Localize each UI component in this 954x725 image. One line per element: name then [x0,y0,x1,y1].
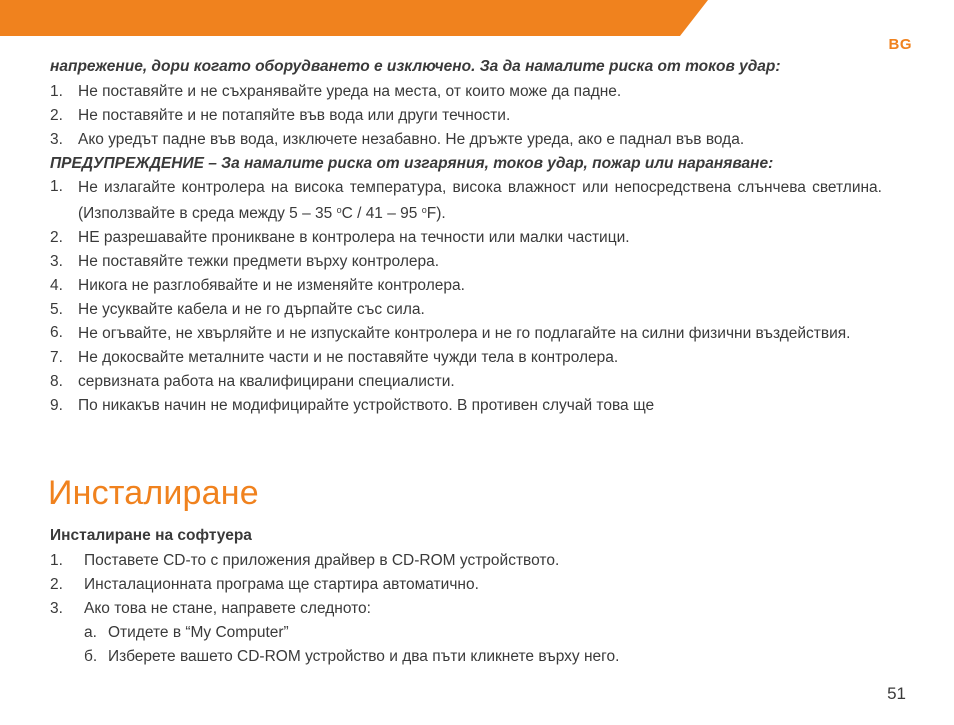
item-number: 5. [50,301,63,318]
item-number: 9. [50,397,63,414]
list-item [50,394,882,418]
item-text: Ако уредът падне във вода, изключете незабавно. Не дръжте уреда, ако е паднал във вода. [78,131,745,148]
list-item [50,298,882,322]
item-text: C / 41 – 95 [341,205,422,222]
item-number: 3. [50,131,63,148]
item-number: 4. [50,277,63,294]
item-text: Не поставяйте и не съхранявайте уреда на места, от които може да падне. [78,83,622,100]
install-section [50,525,882,669]
item-text: Не докосвайте металните части и не поставяйте чужди тела в контролера. [78,349,619,366]
item-number: 8. [50,373,63,390]
item-number: 7. [50,349,63,366]
item-text: По никакъв начин не модифицирайте устройството. В противен случай това ще [78,397,655,414]
item-text: сервизната работа на квалифицирани специалисти. [78,373,455,390]
item-number: 6. [50,324,63,341]
item-text: НЕ разрешавайте проникване в контролера на течности или малки частици. [78,229,630,246]
item-text: Не усуквайте кабела и не го дърпайте със сила. [78,301,425,318]
item-number: 3. [50,253,63,270]
item-text: Не излагайте контролера на висока температура, висока влажност или непосредствена слънчева светлина. (Използвайте в среда между 5 – 35 [78,179,882,222]
substep-item [50,645,882,669]
item-number: 2. [50,107,63,124]
item-text: Не огъвайте, не хвърляйте и не изпускайте контролера и не го подлагайте на силни физични въздействия. [78,325,851,342]
step-item [50,573,882,597]
list-item [50,250,882,274]
step-text: Изберете вашето CD-ROM устройство и два пъти кликнете върху него. [108,648,620,665]
list-item [50,128,882,152]
item-number: 2. [50,229,63,246]
list-item [50,322,882,346]
step-item [50,597,882,621]
install-steps [50,549,882,669]
subsection-title: Инсталиране на софтуера [50,527,252,544]
list-item [50,176,882,226]
item-text: Никога не разглобявайте и не изменяйте контролера. [78,277,465,294]
safety-list-1 [50,80,882,152]
lead-paragraph: напрежение, дори когато оборудването е изключено. За да намалите риска от токов удар: [50,58,781,75]
list-item [50,226,882,250]
list-item [50,346,882,370]
safety-content [50,56,882,418]
list-item [50,274,882,298]
item-text: Не поставяйте тежки предмети върху контролера. [78,253,440,270]
step-item [50,549,882,573]
warning-heading: ПРЕДУПРЕЖДЕНИЕ – За намалите риска от изгаряния, токов удар, пожар или нараняване: [50,155,774,172]
list-item [50,80,882,104]
list-item [50,370,882,394]
list-item [50,104,882,128]
degree-sign: o [336,205,342,215]
section-title: Инсталиране [48,474,259,512]
degree-sign: o [421,205,427,215]
item-text: Не поставяйте и не потапяйте във вода или други течности. [78,107,511,124]
step-text: Инсталационната програма ще стартира автоматично. [84,576,479,593]
step-text: Поставете CD-то с приложения драйвер в CD-ROM устройството. [84,552,560,569]
item-number: 1. [50,178,63,195]
step-number: б. [84,648,98,665]
safety-list-2 [50,176,882,418]
step-number: a. [84,624,97,641]
header-accent-bar [0,0,954,36]
page-number: 51 [887,684,906,703]
language-label: BG [888,36,912,53]
step-text: Отидете в “My Computer” [108,624,289,641]
step-text: Ако това не стане, направете следното: [84,600,371,617]
step-number: 2. [50,576,63,593]
step-number: 1. [50,552,63,569]
substep-item [50,621,882,645]
item-number: 1. [50,83,63,100]
step-number: 3. [50,600,63,617]
item-text: F). [426,205,446,222]
